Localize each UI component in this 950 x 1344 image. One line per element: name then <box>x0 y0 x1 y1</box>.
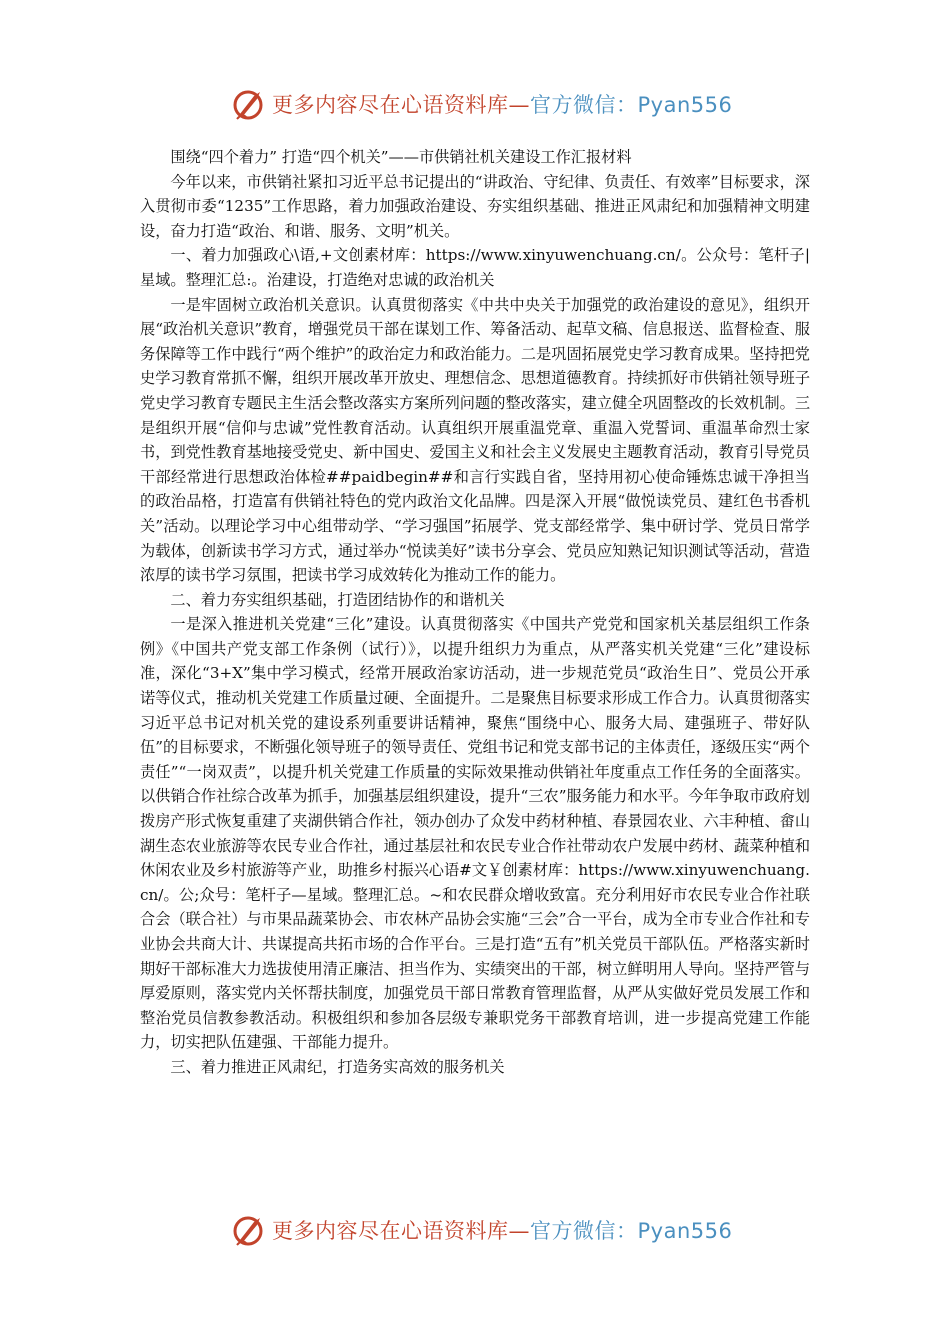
document-body <box>140 145 810 1080</box>
banner-wechat: 官方微信：Pyan556 <box>530 93 733 117</box>
banner-wechat: 官方微信：Pyan556 <box>530 1219 733 1243</box>
paragraph-section-2: 一是深入推进机关党建“三化”建设。认真贯彻落实《中国共产党党和国家机关基层组织工作条例》《中国共产党支部工作条例（试行）》，以提升组织力为重点，从严落实机关党建“三化”建设标准，深化“3+X”集中学习模式，经常开展政治家访活动，进一步规范党员“政治生日”、党员公开承诺等仪式，推动机关党建工作质量过硬、全面提升。二是聚焦目标要求形成工作合力。认真贯彻落实习近平总书记对机关党的建设系列重要讲话精神，聚焦“围绕中心、服务大局、建强班子、带好队伍”的目标要求，不断强化领导班子的领导责任、党组书记和党支部书记的主体责任，逐级压实“两个责任”“一岗双责”，以提升机关党建工作质量的实际效果推动供销社年度重点工作任务的全面落实。以供销合作社综合改革为抓手，加强基层组织建设，提升“三农”服务能力和水平。今年争取市政府划拨房产形式恢复重建了夹湖供销合作社，领办创办了众发中药材种植、春景园农业、六丰种植、畲山湖生态农业旅游等农民专业合作社，通过基层社和农民专业合作社带动农户发展中药材、蔬菜种植和休闲农业及乡村旅游等产业，助推乡村振兴心语#文￥创素材库：https://www.xinyuwenchuang.cn/。公;众号：笔杆子—星域。整理汇总。~和农民群众增收致富。充分利用好市农民专业合作社联合会（联合社）与市果品蔬菜协会、市农林产品协会实施“三会”合一平台，成为全市专业合作社和专业协会共商大计、共谋提高共拓市场的合作平台。三是打造“五有”机关党员干部队伍。严格落实新时期好干部标准大力选拔使用清正廉洁、担当作为、实绩突出的干部，树立鲜明用人导向。坚持严管与厚爱原则，落实党内关怀帮扶制度，加强党员干部日常教育管理监督，从严从实做好党员发展工作和整治党员信教参教活动。积极组织和参加各层级专兼职党务干部教育培训，进一步提高党建工作能力，切实把队伍建强、干部能力提升。 <box>140 615 810 1052</box>
section-heading-3: 三、着力推进正风肃纪，打造务实高效的服务机关 <box>170 1057 505 1076</box>
section-heading-2: 二、着力夯实组织基础，打造团结协作的和谐机关 <box>170 590 505 609</box>
paragraph-section-1: 一是牢固树立政治机关意识。认真贯彻落实《中共中央关于加强党的政治建设的意见》，组织开展“政治机关意识”教育，增强党员干部在谋划工作、筹备活动、起草文稿、信息报送、监督检查、服务保障等工作中践行“两个维护”的政治定力和政治能力。二是巩固拓展党史学习教育成果。坚持把党史学习教育常抓不懈，组织开展改革开放史、理想信念、思想道德教育。持续抓好市供销社领导班子党史学习教育专题民主生活会整改落实方案所列问题的整改落实，建立健全巩固整改的长效机制。三是组织开展“信仰与忠诚”党性教育活动。认真组织开展重温党章、重温入党誓词、重温革命烈士家书，到党性教育基地接受党史、新中国史、爱国主义和社会主义发展史主题教育活动，教育引导党员干部经常进行思想政治体检##paidbegin##和言行实践自省，坚持用初心使命锤炼忠诚干净担当的政治品格，打造富有供销社特色的党内政治文化品牌。四是深入开展“做悦读党员、建红色书香机关”活动。以理论学习中心组带动学、“学习强国”拓展学、党支部经常学、集中研讨学、党员日常学为载体，创新读书学习方式，通过举办“悦读美好”读书分享会、党员应知熟记知识测试等活动，营造浓厚的读书学习氛围，把读书学习成效转化为推动工作的能力。 <box>140 295 810 585</box>
document-title: 围绕“四个着力” 打造“四个机关”——市供销社机关建设工作汇报材料 <box>170 148 632 166</box>
pen-logo-icon <box>232 1212 268 1248</box>
paragraph-intro: 今年以来，市供销社紧扣习近平总书记提出的“讲政治、守纪律、负责任、有效率”目标要求，深入贯彻市委“1235”工作思路，着力加强政治建设、夯实组织基础、推进正风肃纪和加强精神文明建设，奋力打造“政治、和谐、服务、文明”机关。 <box>140 172 810 240</box>
banner-slogan: 更多内容尽在心语资料库— <box>272 1219 530 1243</box>
banner-slogan: 更多内容尽在心语资料库— <box>272 93 530 117</box>
footer-banner <box>232 1210 732 1250</box>
header-banner <box>232 84 732 124</box>
section-heading-1: 一、着力加强政心\语,+文创素材库：https://www.xinyuwenchuang.cn/。公众号：笔杆子|星域。整理汇总:。治建设，打造绝对忠诚的政治机关 <box>140 246 810 289</box>
pen-logo-icon <box>232 86 268 122</box>
